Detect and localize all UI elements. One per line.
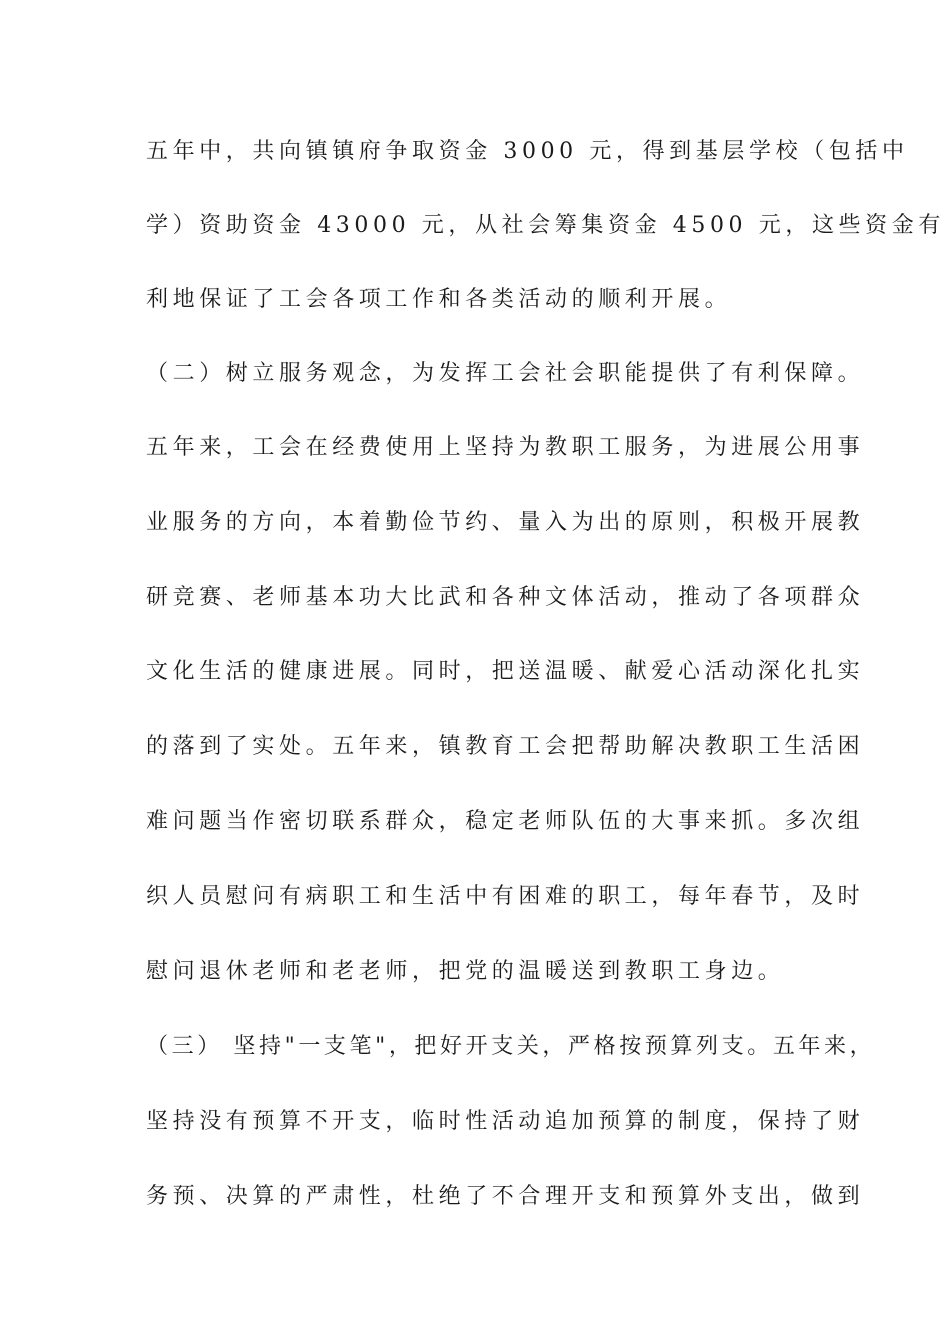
text-line: 慰问退休老师和老老师，把党的温暖送到教职工身边。 — [146, 959, 785, 984]
text-line: 学）资助资金 43000 元，从社会筹集资金 4500 元，这些资金有 — [146, 213, 945, 238]
text-line: 的落到了实处。五年来，镇教育工会把帮助解决教职工生活困 — [146, 734, 865, 759]
section-heading: （三） 坚持"一支笔"，把好开支关，严格按预算列支。五年来， — [146, 1034, 876, 1059]
text-line: 织人员慰问有病职工和生活中有困难的职工，每年春节，及时 — [146, 884, 865, 909]
text-line: 研竞赛、老师基本功大比武和各种文体活动，推动了各项群众 — [146, 585, 865, 610]
text-line: 文化生活的健康进展。同时，把送温暖、献爱心活动深化扎实 — [146, 659, 865, 684]
text-line: 五年中，共向镇镇府争取资金 3000 元，得到基层学校（包括中 — [146, 139, 909, 164]
text-line: 利地保证了工会各项工作和各类活动的顺利开展。 — [146, 287, 732, 312]
text-line: 五年来，工会在经费使用上坚持为教职工服务，为进展公用事 — [146, 435, 865, 460]
text-line: 务预、决算的严肃性，杜绝了不合理开支和预算外支出，做到 — [146, 1184, 865, 1209]
text-line: 业服务的方向，本着勤俭节约、量入为出的原则，积极开展教 — [146, 510, 865, 535]
text-line: 难问题当作密切联系群众，稳定老师队伍的大事来抓。多次组 — [146, 809, 865, 834]
section-heading: （二）树立服务观念，为发挥工会社会职能提供了有利保障。 — [146, 361, 865, 386]
text-line: 坚持没有预算不开支，临时性活动追加预算的制度，保持了财 — [146, 1109, 865, 1134]
